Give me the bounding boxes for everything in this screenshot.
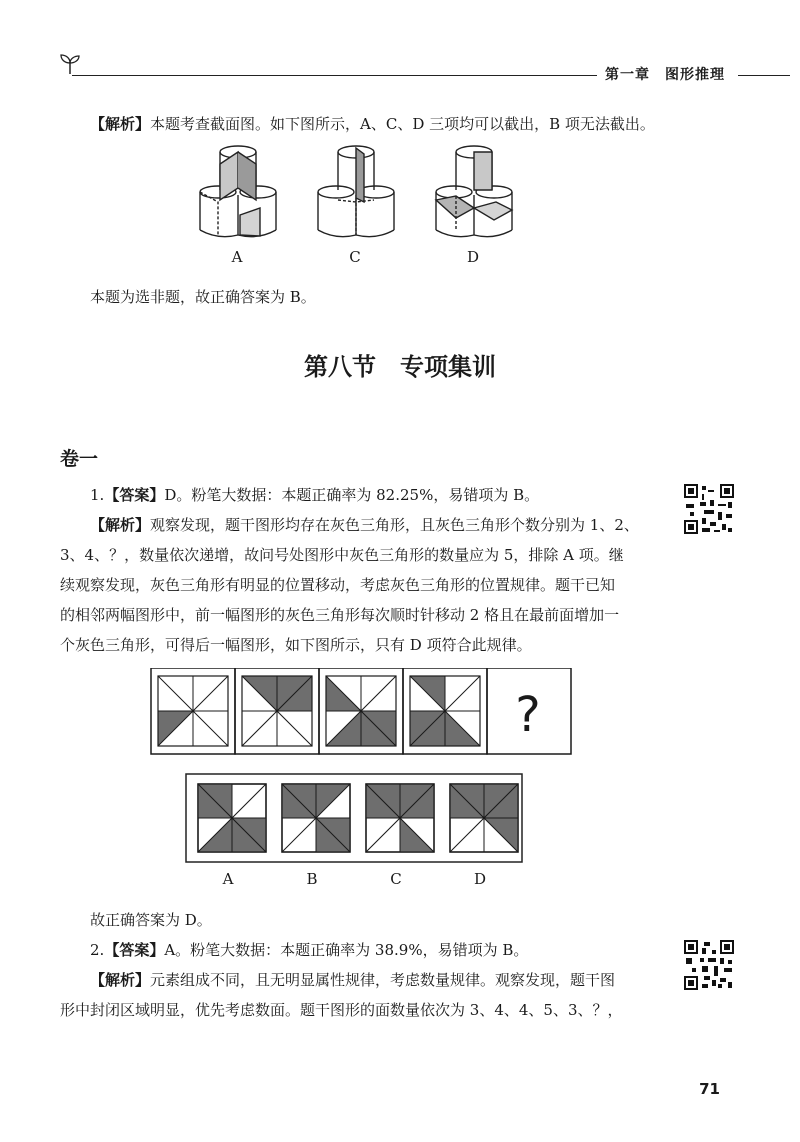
option-figure-a	[198, 784, 266, 852]
qr-code-icon	[684, 940, 734, 990]
analysis-top-conclusion: 本题为选非题，故正确答案为 B。	[90, 288, 316, 306]
option-label-d: D	[473, 870, 487, 888]
header-rule-right	[738, 75, 790, 76]
figure-label-d: D	[466, 248, 480, 266]
sequence-figure-1	[151, 668, 235, 754]
option-label-b: B	[306, 870, 318, 888]
option-figure-b	[282, 784, 350, 852]
analysis-top: 【解析】本题考查截面图。如下图所示，A、C、D 三项均可以截出，B 项无法截出。	[90, 115, 655, 133]
sequence-figure-2	[235, 668, 319, 754]
header-rule	[72, 75, 597, 76]
q1-analysis-line-1: 【解析】观察发现，题干图形均存在灰色三角形，且灰色三角形个数分别为 1、2、	[90, 516, 639, 534]
option-label-c: C	[390, 870, 402, 888]
page-number: 71	[699, 1080, 720, 1098]
cross-section-figure-a	[200, 146, 276, 237]
q2-analysis-line-1: 【解析】元素组成不同，且无明显属性规律，考虑数量规律。观察发现，题干图	[90, 971, 616, 989]
volume-title: 卷一	[60, 448, 99, 470]
q1-answer: 1.【答案】D。粉笔大数据：本题正确率为 82.25%，易错项为 B。	[90, 486, 540, 504]
cross-section-figure-d	[436, 146, 512, 237]
q1-figure	[140, 668, 580, 866]
question-mark: ?	[515, 687, 541, 743]
q2-answer: 2.【答案】A。粉笔大数据：本题正确率为 38.9%，易错项为 B。	[90, 941, 529, 959]
sequence-figure-3	[319, 668, 403, 754]
option-label-a: A	[222, 870, 234, 888]
q2-analysis-line-2: 形中封闭区域明显，优先考虑数面。题干图形的面数量依次为 3、4、4、5、3、？，	[60, 1001, 623, 1019]
q1-analysis-line-2: 3、4、？，数量依次递增，故问号处图形中灰色三角形的数量应为 5，排除 A 项。继	[60, 546, 624, 564]
qr-code-icon	[684, 484, 734, 534]
sprout-icon	[58, 52, 82, 76]
sequence-figure-4	[403, 668, 487, 754]
option-figure-c	[366, 784, 434, 852]
option-figure-d	[450, 784, 518, 852]
figure-label-a: A	[231, 248, 243, 266]
figure-label-c: C	[349, 248, 361, 266]
section-title: 第八节 专项集训	[304, 353, 496, 381]
q1-analysis-line-3: 续观察发现，灰色三角形有明显的位置移动，考虑灰色三角形的位置规律。题干已知	[60, 576, 616, 594]
header-title: 第一章 图形推理	[605, 67, 725, 83]
cross-section-figures	[190, 140, 530, 250]
cross-section-figure-c	[318, 146, 394, 237]
q1-conclusion: 故正确答案为 D。	[90, 911, 212, 929]
q1-analysis-line-5: 个灰色三角形，可得后一幅图形，如下图所示，只有 D 项符合此规律。	[60, 636, 532, 654]
q1-analysis-line-4: 的相邻两幅图形中，前一幅图形的灰色三角形每次顺时针移动 2 格且在最前面增加一	[60, 606, 620, 624]
